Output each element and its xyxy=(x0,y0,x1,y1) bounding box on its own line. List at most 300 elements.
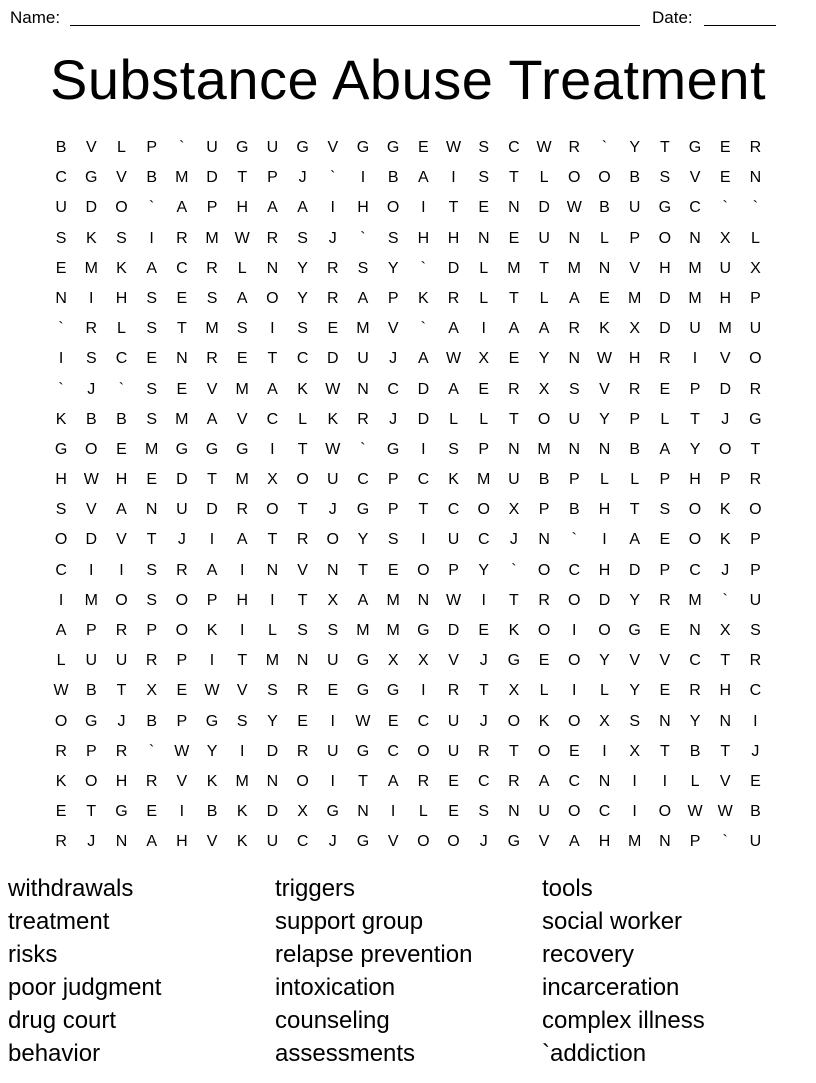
grid-cell: R xyxy=(85,320,98,338)
grid-cell: J xyxy=(389,350,398,368)
grid-cell: A xyxy=(267,380,278,398)
grid-cell: Y xyxy=(629,139,640,156)
grid-cell: O xyxy=(85,440,98,458)
grid-cell: M xyxy=(84,591,98,609)
grid-cell: V xyxy=(659,652,671,670)
grid-cell: R xyxy=(55,742,67,760)
grid-cell: W xyxy=(53,682,69,700)
grid-cell: V xyxy=(85,501,97,519)
grid-cell: M xyxy=(718,320,732,338)
grid-cell: S xyxy=(55,229,67,247)
grid-cell: G xyxy=(235,139,249,156)
grid-cell: L xyxy=(56,652,66,670)
grid-cell: A xyxy=(116,501,127,519)
grid-cell: D xyxy=(719,380,731,398)
grid-row xyxy=(46,284,771,314)
grid-cell: N xyxy=(719,712,731,730)
grid-cell: H xyxy=(176,833,188,851)
grid-cell: X xyxy=(719,622,731,639)
grid-cell: O xyxy=(266,289,279,307)
grid-cell: B xyxy=(568,501,580,519)
word-list-item: treatment xyxy=(8,908,110,935)
grid-cell: A xyxy=(176,199,188,217)
grid-cell: N xyxy=(145,501,158,519)
grid-cell: C xyxy=(689,561,701,579)
grid-cell: A xyxy=(267,199,278,217)
grid-cell: T xyxy=(509,289,519,307)
grid-cell: K xyxy=(719,531,731,549)
grid-cell: R xyxy=(236,501,248,519)
grid-row xyxy=(46,827,771,857)
grid-cell: O xyxy=(386,199,400,217)
grid-cell: T xyxy=(297,440,308,458)
grid-cell: J xyxy=(328,833,337,851)
grid-cell: E xyxy=(55,803,67,821)
grid-cell: T xyxy=(539,259,549,277)
grid-cell: T xyxy=(297,501,308,519)
grid-cell: B xyxy=(387,169,399,187)
grid-cell: E xyxy=(387,561,399,579)
grid-cell: A xyxy=(55,622,67,639)
grid-cell: G xyxy=(356,742,370,760)
grid-cell: G xyxy=(386,440,400,458)
grid-cell: U xyxy=(749,320,762,338)
grid-cell: I xyxy=(330,199,335,217)
grid-cell: U xyxy=(447,712,460,730)
grid-cell: T xyxy=(659,742,670,760)
date-blank-line[interactable] xyxy=(704,25,776,26)
grid-cell: E xyxy=(478,199,490,217)
grid-cell: G xyxy=(326,803,339,821)
grid-cell: A xyxy=(418,169,429,187)
grid-cell: D xyxy=(176,471,188,489)
grid-cell: D xyxy=(417,410,430,428)
grid-row xyxy=(46,797,771,827)
grid-cell: D xyxy=(327,350,339,368)
word-list-item: counseling xyxy=(275,1007,390,1034)
grid-cell: V xyxy=(629,259,640,277)
word-column xyxy=(542,872,808,1070)
grid-cell: A xyxy=(448,320,459,338)
grid-cell: O xyxy=(175,591,189,609)
grid-cell: E xyxy=(387,712,399,730)
grid-cell: K xyxy=(327,410,339,428)
grid-cell: B xyxy=(55,139,67,156)
grid-cell: D xyxy=(598,591,611,609)
grid-cell: O xyxy=(658,229,672,247)
grid-row xyxy=(46,707,771,737)
grid-cell: O xyxy=(688,501,702,519)
grid-cell: U xyxy=(508,471,520,489)
grid-row xyxy=(46,465,771,495)
grid-cell: A xyxy=(568,289,580,307)
grid-cell: T xyxy=(297,591,308,609)
grid-cell: S xyxy=(206,289,218,307)
grid-cell: R xyxy=(176,561,188,579)
grid-cell: ` xyxy=(420,259,426,277)
grid-cell: E xyxy=(719,169,731,187)
grid-cell: M xyxy=(356,622,370,639)
grid-cell: V xyxy=(629,652,640,670)
grid-cell: I xyxy=(270,440,275,458)
word-list-item: behavior xyxy=(8,1040,101,1067)
grid-cell: N xyxy=(296,652,309,670)
grid-cell: I xyxy=(753,712,758,730)
grid-cell: O xyxy=(115,591,128,609)
grid-cell: R xyxy=(508,772,520,790)
word-list-item: social worker xyxy=(542,908,683,935)
grid-cell: O xyxy=(598,622,611,639)
grid-row xyxy=(46,133,771,163)
grid-cell: V xyxy=(599,380,610,398)
grid-cell: T xyxy=(448,199,459,217)
grid-cell: P xyxy=(85,742,97,760)
grid-cell: U xyxy=(327,471,339,489)
grid-cell: C xyxy=(387,742,399,760)
grid-cell: I xyxy=(58,591,64,609)
grid-cell: Y xyxy=(599,652,610,670)
grid-cell: X xyxy=(267,471,278,489)
grid-cell: A xyxy=(387,772,399,790)
grid-cell: S xyxy=(116,229,127,247)
grid-cell: P xyxy=(387,501,399,519)
grid-cell: C xyxy=(417,712,430,730)
grid-cell: ` xyxy=(511,561,517,579)
grid-cell: M xyxy=(386,591,400,609)
grid-cell: N xyxy=(568,350,581,368)
grid-cell: I xyxy=(481,591,486,609)
grid-cell: H xyxy=(719,682,731,700)
grid-cell: E xyxy=(146,350,157,368)
grid-cell: T xyxy=(207,471,217,489)
grid-cell: R xyxy=(689,682,701,700)
grid-cell: H xyxy=(598,501,611,519)
grid-cell: E xyxy=(176,289,188,307)
grid-cell: X xyxy=(146,682,157,700)
grid-cell: ` xyxy=(118,380,125,398)
grid-cell: G xyxy=(507,833,521,851)
grid-cell: E xyxy=(659,682,671,700)
grid-cell: P xyxy=(478,440,490,458)
name-blank-line[interactable] xyxy=(70,25,640,26)
grid-cell: R xyxy=(659,591,671,609)
grid-cell: C xyxy=(568,772,581,790)
grid-cell: I xyxy=(602,742,607,760)
grid-cell: U xyxy=(266,139,279,156)
grid-cell: T xyxy=(509,742,519,760)
grid-cell: I xyxy=(632,803,637,821)
grid-cell: O xyxy=(417,833,430,851)
grid-cell: C xyxy=(115,350,128,368)
grid-cell: U xyxy=(327,652,339,670)
grid-cell: I xyxy=(632,772,637,790)
grid-cell: D xyxy=(266,803,279,821)
word-list-item: tools xyxy=(542,875,593,902)
grid-cell: T xyxy=(237,652,248,670)
grid-cell: V xyxy=(116,531,127,549)
grid-cell: O xyxy=(417,742,430,760)
grid-row xyxy=(46,676,771,706)
grid-cell: R xyxy=(749,471,762,489)
grid-cell: ` xyxy=(722,833,728,851)
header-row xyxy=(10,6,786,30)
grid-cell: U xyxy=(206,139,218,156)
grid-cell: D xyxy=(659,320,671,338)
grid-cell: L xyxy=(600,229,609,247)
grid-cell: T xyxy=(358,561,368,579)
grid-cell: L xyxy=(117,320,126,338)
grid-cell: C xyxy=(598,803,611,821)
grid-cell: G xyxy=(417,622,430,639)
grid-cell: K xyxy=(599,320,610,338)
grid-cell: U xyxy=(749,833,762,851)
grid-cell: P xyxy=(448,561,459,579)
grid-cell: K xyxy=(85,229,97,247)
grid-cell: M xyxy=(477,471,491,489)
grid-cell: O xyxy=(447,833,460,851)
grid-cell: W xyxy=(204,682,220,700)
grid-cell: L xyxy=(660,410,670,428)
grid-cell: R xyxy=(206,350,218,368)
grid-cell: R xyxy=(176,229,188,247)
grid-row xyxy=(46,646,771,676)
grid-row xyxy=(46,737,771,767)
grid-cell: I xyxy=(572,622,577,639)
grid-cell: S xyxy=(478,803,490,821)
grid-cell: U xyxy=(357,350,369,368)
grid-cell: B xyxy=(85,410,97,428)
grid-cell: V xyxy=(538,833,550,851)
grid-cell: L xyxy=(479,289,489,307)
grid-cell: T xyxy=(750,440,761,458)
grid-cell: P xyxy=(659,471,671,489)
grid-cell: X xyxy=(508,501,520,519)
grid-cell: N xyxy=(417,591,430,609)
grid-cell: I xyxy=(481,320,486,338)
grid-cell: K xyxy=(236,803,248,821)
grid-cell: C xyxy=(447,501,460,519)
grid-cell: R xyxy=(327,259,339,277)
grid-cell: ` xyxy=(601,139,608,156)
grid-row xyxy=(46,525,771,555)
grid-cell: W xyxy=(687,803,703,821)
grid-cell: S xyxy=(146,320,157,338)
grid-cell: G xyxy=(235,440,249,458)
grid-cell: I xyxy=(209,652,215,670)
grid-cell: C xyxy=(417,471,430,489)
grid-cell: N xyxy=(749,169,762,187)
grid-cell: U xyxy=(689,320,701,338)
word-list-item: drug court xyxy=(8,1007,117,1034)
grid-cell: A xyxy=(418,350,429,368)
grid-cell: E xyxy=(327,320,339,338)
grid-cell: ` xyxy=(179,139,185,156)
grid-cell: G xyxy=(356,833,370,851)
grid-cell: H xyxy=(447,229,460,247)
name-label: Name: xyxy=(10,8,61,27)
grid-cell: E xyxy=(508,229,520,247)
grid-cell: I xyxy=(270,591,275,609)
grid-cell: J xyxy=(479,712,488,730)
grid-cell: B xyxy=(689,742,701,760)
grid-cell: W xyxy=(174,742,190,760)
letter-grid xyxy=(46,133,771,858)
grid-cell: J xyxy=(721,561,730,579)
grid-cell: A xyxy=(629,531,640,549)
grid-cell: K xyxy=(719,501,731,519)
grid-cell: P xyxy=(750,289,761,307)
grid-cell: X xyxy=(478,350,490,368)
grid-cell: G xyxy=(658,199,672,217)
grid-cell: W xyxy=(83,471,99,489)
grid-row xyxy=(46,405,771,435)
grid-cell: O xyxy=(537,742,551,760)
grid-cell: I xyxy=(239,622,245,639)
grid-cell: H xyxy=(115,289,128,307)
word-column xyxy=(8,872,275,1070)
grid-cell: S xyxy=(297,320,308,338)
grid-cell: V xyxy=(448,652,459,670)
grid-row xyxy=(46,435,771,465)
grid-cell: O xyxy=(537,561,551,579)
grid-cell: I xyxy=(451,169,456,187)
grid-cell: P xyxy=(146,622,157,639)
grid-cell: T xyxy=(720,652,731,670)
grid-cell: S xyxy=(750,622,761,639)
grid-cell: I xyxy=(692,350,698,368)
grid-cell: U xyxy=(266,833,279,851)
grid-cell: Y xyxy=(689,712,701,730)
grid-cell: B xyxy=(116,410,127,428)
grid-cell: N xyxy=(55,289,67,307)
grid-cell: E xyxy=(418,139,429,156)
grid-cell: C xyxy=(689,652,701,670)
grid-row xyxy=(46,586,771,616)
grid-cell: L xyxy=(479,410,489,428)
grid-cell: E xyxy=(478,380,490,398)
grid-cell: G xyxy=(85,169,98,187)
grid-cell: W xyxy=(355,712,371,730)
word-list-item: incarceration xyxy=(542,974,680,1001)
grid-cell: C xyxy=(477,531,490,549)
grid-cell: P xyxy=(568,471,580,489)
grid-cell: R xyxy=(206,259,218,277)
grid-cell: R xyxy=(145,772,158,790)
grid-cell: B xyxy=(85,682,97,700)
grid-cell: O xyxy=(54,712,68,730)
grid-cell: W xyxy=(234,229,250,247)
grid-cell: B xyxy=(629,169,640,187)
grid-cell: R xyxy=(508,380,520,398)
word-list xyxy=(8,872,808,1070)
grid-cell: C xyxy=(296,833,309,851)
grid-cell: H xyxy=(115,471,128,489)
grid-cell: G xyxy=(296,139,309,156)
grid-cell: R xyxy=(55,833,67,851)
grid-cell: P xyxy=(176,652,188,670)
grid-cell: E xyxy=(478,622,490,639)
grid-cell: O xyxy=(568,169,581,187)
grid-cell: P xyxy=(206,591,218,609)
grid-cell: T xyxy=(629,501,640,519)
grid-row xyxy=(46,556,771,586)
grid-cell: A xyxy=(448,380,459,398)
grid-cell: ` xyxy=(420,320,426,338)
grid-cell: ` xyxy=(360,440,366,458)
grid-cell: N xyxy=(176,350,188,368)
grid-cell: A xyxy=(568,833,580,851)
grid-cell: W xyxy=(325,380,341,398)
grid-cell: ` xyxy=(148,742,155,760)
grid-cell: E xyxy=(659,622,671,639)
grid-cell: C xyxy=(749,682,762,700)
grid-cell: O xyxy=(85,772,98,790)
grid-cell: I xyxy=(662,772,668,790)
grid-cell: J xyxy=(328,229,337,247)
grid-cell: V xyxy=(206,833,218,851)
grid-cell: ` xyxy=(330,169,336,187)
grid-cell: G xyxy=(115,803,128,821)
grid-cell: X xyxy=(599,712,610,730)
grid-cell: M xyxy=(627,833,642,851)
grid-cell: K xyxy=(236,833,248,851)
grid-cell: M xyxy=(688,591,702,609)
grid-cell: J xyxy=(509,531,518,549)
grid-cell: V xyxy=(236,682,248,700)
grid-cell: D xyxy=(447,259,460,277)
grid-cell: L xyxy=(600,471,609,489)
grid-cell: S xyxy=(236,320,248,338)
grid-cell: G xyxy=(205,440,219,458)
grid-cell: O xyxy=(477,501,490,519)
grid-cell: E xyxy=(236,350,248,368)
grid-cell: K xyxy=(297,380,308,398)
grid-cell: N xyxy=(659,833,671,851)
grid-cell: U xyxy=(538,229,550,247)
grid-cell: N xyxy=(357,803,369,821)
grid-cell: O xyxy=(507,712,521,730)
grid-cell: I xyxy=(239,742,245,760)
grid-cell: N xyxy=(598,259,611,277)
grid-cell: Y xyxy=(206,742,218,760)
grid-cell: I xyxy=(89,561,94,579)
word-list-item: complex illness xyxy=(542,1007,705,1034)
grid-cell: P xyxy=(750,561,761,579)
grid-cell: N xyxy=(327,561,339,579)
grid-cell: P xyxy=(146,139,157,156)
grid-cell: M xyxy=(175,169,189,187)
grid-cell: H xyxy=(115,772,128,790)
grid-cell: R xyxy=(568,320,581,338)
grid-cell: C xyxy=(357,471,369,489)
grid-cell: U xyxy=(447,742,460,760)
grid-cell: T xyxy=(418,501,429,519)
grid-cell: X xyxy=(297,803,308,821)
grid-cell: Y xyxy=(357,531,369,549)
grid-cell: M xyxy=(205,320,219,338)
grid-cell: M xyxy=(235,772,249,790)
grid-cell: O xyxy=(296,772,309,790)
grid-cell: S xyxy=(146,561,157,579)
grid-cell: L xyxy=(418,803,428,821)
grid-cell: S xyxy=(236,712,248,730)
grid-cell: X xyxy=(750,259,761,277)
grid-cell: P xyxy=(85,622,97,639)
grid-cell: I xyxy=(119,561,124,579)
grid-row xyxy=(46,193,771,223)
grid-cell: P xyxy=(267,169,278,187)
grid-cell: A xyxy=(508,320,520,338)
